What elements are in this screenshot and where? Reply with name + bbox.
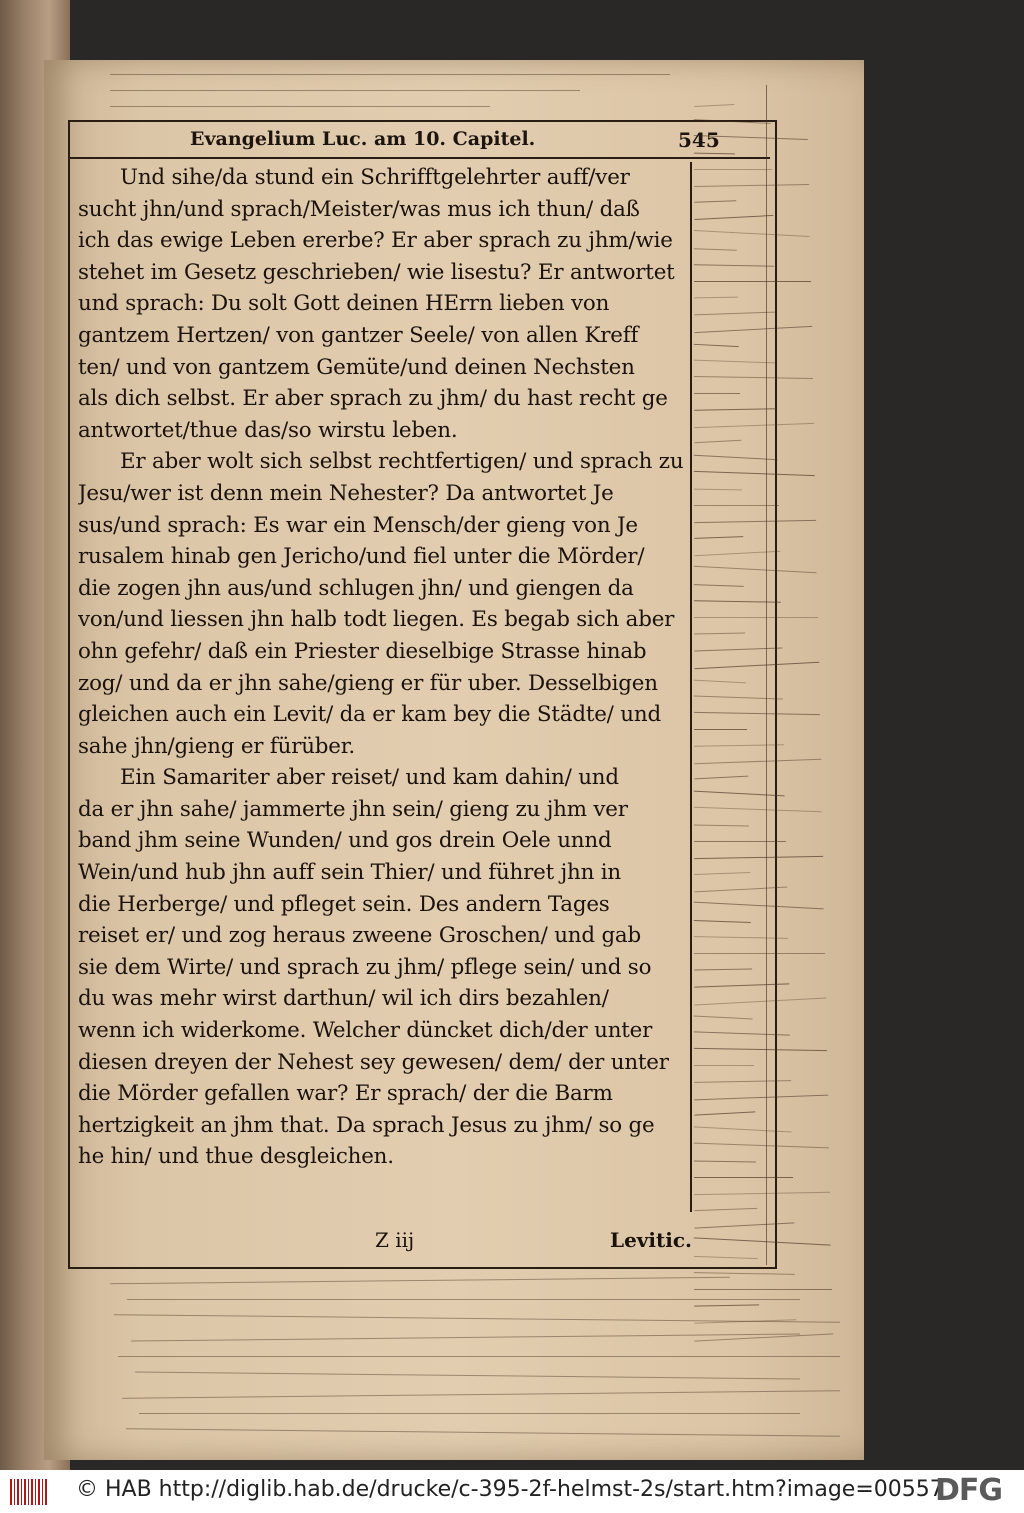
margin-scribble <box>694 250 774 266</box>
dfg-logo: DFG <box>935 1473 1003 1508</box>
margin-scribble <box>694 234 737 250</box>
margin-scribble <box>694 586 781 603</box>
margin-scribble <box>694 409 814 428</box>
text-line: band jhm seine Wunden/ und gos drein Oele unnd <box>78 828 612 854</box>
text-line: antwortet/thue das/so wirstu leben. <box>78 417 458 443</box>
page-number: 545 <box>678 128 720 152</box>
margin-scribble <box>694 1066 791 1083</box>
margin-scribble <box>694 681 783 699</box>
margin-scribble <box>694 283 738 299</box>
margin-scribble <box>694 1051 754 1066</box>
text-line: reiset er/ und zog heraus zweene Groschen/ und gab <box>78 923 641 949</box>
margin-scribble <box>694 1017 790 1035</box>
margin-scribble <box>694 954 752 970</box>
credit-bar <box>0 1470 1024 1513</box>
margin-scribble <box>694 346 776 364</box>
running-header <box>80 128 780 154</box>
text-line: da er jhn sahe/ jammerte jhn sein/ gieng zu jhm ver <box>78 796 628 822</box>
margin-scribble <box>694 267 811 282</box>
text-line: he hin/ und thue desgleichen. <box>78 1144 394 1170</box>
handwritten-line <box>110 62 670 75</box>
text-line: die Mörder gefallen war? Er sprach/ der die Barm <box>78 1081 613 1107</box>
margin-scribble <box>694 1034 827 1051</box>
handwritten-line <box>127 1286 800 1300</box>
margin-scribble <box>694 603 818 618</box>
text-line: hertzigkeit an jhm that. Da sprach Jesus zu jhm/ so ge <box>78 1112 655 1138</box>
margin-column-rule <box>690 162 692 1212</box>
margin-scribble <box>694 379 740 394</box>
margin-scribble <box>694 793 822 812</box>
margin-scribble <box>694 922 788 939</box>
margin-scribble <box>694 506 816 523</box>
margin-scribble <box>694 1178 830 1195</box>
margin-scribble <box>694 906 751 923</box>
text-line: ten/ und von gantzem Gemüte/und deinen Nechsten <box>78 354 635 380</box>
margin-scribble <box>694 155 772 170</box>
handwritten-line <box>110 94 490 107</box>
handwritten-line <box>110 78 580 91</box>
text-line: Ein Samariter aber reiset/ und kam dahin/ und <box>120 765 619 791</box>
margin-scribble <box>694 730 784 747</box>
body-text <box>78 162 686 1173</box>
margin-scribble <box>694 522 743 539</box>
margin-scribble <box>694 121 808 140</box>
handwritten-line <box>135 1359 800 1380</box>
text-line: stehet im Gesetz geschrieben/ wie lisestu? Er antwortet <box>78 259 675 285</box>
margin-scribble <box>694 745 821 764</box>
text-line: rusalem hinab gen Jericho/und fiel unter die Mörder/ <box>78 544 645 570</box>
margin-scribble <box>694 1163 793 1178</box>
text-line: und sprach: Du solt Gott deinen HErrn lieben von <box>78 291 610 317</box>
text-line: die zogen jhn aus/und schlugen jhn/ und giengen da <box>78 575 634 601</box>
handwritten-line <box>114 1301 840 1323</box>
margin-scribble <box>694 1081 828 1101</box>
margin-scribble <box>694 827 786 842</box>
margin-scribble <box>694 698 820 715</box>
text-line: diesen dreyen der Nehest sey gewesen/ dem/ der unter <box>78 1049 669 1075</box>
handwritten-line <box>110 1264 730 1284</box>
text-line: du was mehr wirst darthun/ wil ich dirs bezahlen/ <box>78 986 609 1012</box>
catchword: Levitic. <box>610 1228 692 1252</box>
text-line: sus/und sprach: Es war ein Mensch/der gieng von Je <box>78 512 638 538</box>
margin-scribble <box>694 298 775 316</box>
text-line: sie dem Wirte/ und sprach zu jhm/ pflege sein/ und so <box>78 954 652 980</box>
text-line: ich das ewige Leben ererbe? Er aber sprach zu jhm/wie <box>78 228 673 254</box>
handwritten-line <box>126 1415 840 1436</box>
text-line: zog/ und da er jhn sahe/gieng er für uber. Desselbigen <box>78 670 658 696</box>
margin-scribble <box>694 939 825 954</box>
margin-scribble <box>694 858 750 875</box>
margin-scribble <box>694 715 747 730</box>
margin-scribble <box>694 491 779 506</box>
handwritten-line <box>118 1343 840 1357</box>
margin-scribble <box>694 633 782 651</box>
page-footer <box>80 1228 770 1258</box>
hab-barcode-icon <box>10 1479 48 1505</box>
margin-scribble <box>694 330 740 347</box>
margin-scribble <box>694 186 736 202</box>
text-line: von/und liessen jhn halb todt liegen. Es begab sich aber <box>78 607 675 633</box>
text-line: Wein/und hub jhn auff sein Thier/ und führet jhn in <box>78 860 621 886</box>
handwritten-margin-notes <box>694 90 864 1339</box>
margin-scribble <box>694 619 745 635</box>
margin-scribble <box>694 457 815 476</box>
margin-scribble <box>694 1129 829 1149</box>
margin-scribble <box>694 570 744 587</box>
handwritten-line <box>131 1320 800 1341</box>
margin-scribble <box>694 362 813 379</box>
margin-scribble <box>694 811 749 827</box>
margin-scribble <box>694 1194 757 1211</box>
margin-scribble <box>694 475 742 491</box>
text-line: Jesu/wer ist denn mein Nehester? Da antwortet Je <box>78 480 614 506</box>
text-line: gleichen auch ein Levit/ da er kam bey die Städte/ und <box>78 702 661 728</box>
margin-scribble <box>694 1146 756 1162</box>
text-line: gantzem Hertzen/ von gantzer Seele/ von allen Kreff <box>78 322 639 348</box>
handwritten-line <box>122 1377 840 1399</box>
text-line: Und sihe/da stund ein Schrifftgelehrter auff/ver <box>120 165 630 190</box>
margin-scribble <box>694 969 789 987</box>
header-title: Evangelium Luc. am 10. Capitel. <box>190 128 536 150</box>
credit-link[interactable]: © HAB http://diglib.hab.de/drucke/c-395-2f-helmst-2s/start.htm?image=00557 <box>76 1477 944 1502</box>
text-line: wenn ich widerkome. Welcher düncket dich/der unter <box>78 1018 653 1044</box>
handwritten-line <box>139 1400 800 1414</box>
header-rule <box>70 157 770 159</box>
margin-scribble <box>694 170 809 187</box>
text-line: ohn gefehr/ daß ein Priester dieselbige Strasse hinab <box>78 638 647 664</box>
text-line: als dich selbst. Er aber sprach zu jhm/ du hast recht ge <box>78 386 668 412</box>
text-line: sucht jhn/und sprach/Meister/was mus ich thun/ daß <box>78 196 640 222</box>
handwritten-note-bottom <box>110 1262 850 1436</box>
text-line: sahe jhn/gieng er fürüber. <box>78 733 356 759</box>
text-line: Er aber wolt sich selbst rechtfertigen/ und sprach zu <box>120 449 684 475</box>
text-line: die Herberge/ und pfleget sein. Des andern Tages <box>78 891 610 917</box>
margin-scribble <box>694 666 747 684</box>
signature-mark: Z iij <box>375 1228 415 1252</box>
margin-scribble <box>694 394 777 410</box>
margin-scribble <box>694 139 735 155</box>
margin-scribble <box>694 842 823 859</box>
